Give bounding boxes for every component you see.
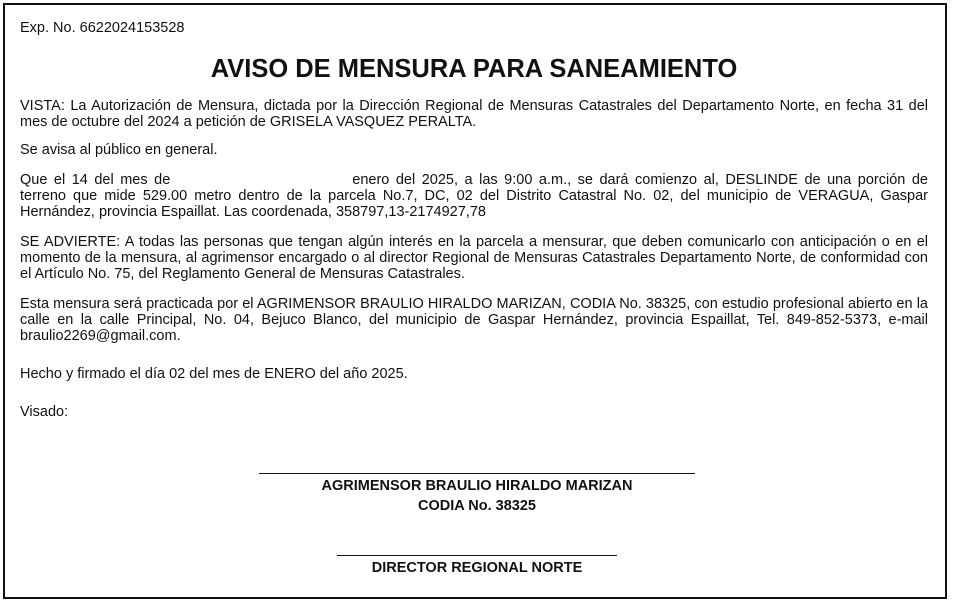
visado-label: Visado: <box>20 404 69 420</box>
public-notice-paragraph: Se avisa al público en general. <box>20 142 218 158</box>
deslinde-details: enero del 2025, a las 9:00 a.m., se dará comienzo al, DESLINDE de una porción de terreno que mide 529.00 metro dentro de la parcela No.7, DC, 02 del Distrito Catastral No. 02, del municipio de VERAGUA, Gaspar Hernández, provincia Espaillat. Las coordenada, 358797,13-2174927,78 <box>20 172 928 220</box>
notice-title: AVISO DE MENSURA PARA SANEAMIENTO <box>210 55 738 83</box>
deslinde-date-start: Que el 14 del mes de <box>20 172 171 188</box>
deslinde-paragraph <box>20 172 928 220</box>
surveyor-paragraph: Esta mensura será practicada por el AGRIMENSOR BRAULIO HIRALDO MARIZAN, CODIA No. 38325, con estudio profesional abierto en la calle en la calle Principal, No. 04, Bejuco Blanco, del municipio de Gaspar Hernández, provincia Espaillat, Tel. 849-852-5373, e-mail braulio2269@gmail.com. <box>20 296 928 344</box>
surveyor-signature-block <box>0 473 954 516</box>
surveyor-codia: CODIA No. 38325 <box>418 498 536 514</box>
signed-date-paragraph: Hecho y firmado el día 02 del mes de ENERO del año 2025. <box>20 366 408 382</box>
surveyor-name: AGRIMENSOR BRAULIO HIRALDO MARIZAN <box>321 478 633 494</box>
vista-paragraph: VISTA: La Autorización de Mensura, dictada por la Dirección Regional de Mensuras Catastrales del Departamento Norte, en fecha 31 del mes de octubre del 2024 a petición de GRISELA VASQUEZ PERALTA. <box>20 98 928 130</box>
expedient-number: Exp. No. 6622024153528 <box>20 20 185 36</box>
director-title: DIRECTOR REGIONAL NORTE <box>371 560 583 576</box>
advierte-paragraph: SE ADVIERTE: A todas las personas que tengan algún interés en la parcela a mensurar, que deben comunicarlo con anticipación o en el momento de la mensura, al agrimensor encargado o al director Regional de Mensuras Catastrales Departamento Norte, de conformidad con el Artículo No. 75, del Reglamento General de Mensuras Catastrales. <box>20 234 928 282</box>
director-signature-line <box>337 555 617 556</box>
surveyor-signature-line <box>259 473 695 474</box>
notice-body <box>20 20 928 420</box>
director-signature-block <box>0 555 954 578</box>
